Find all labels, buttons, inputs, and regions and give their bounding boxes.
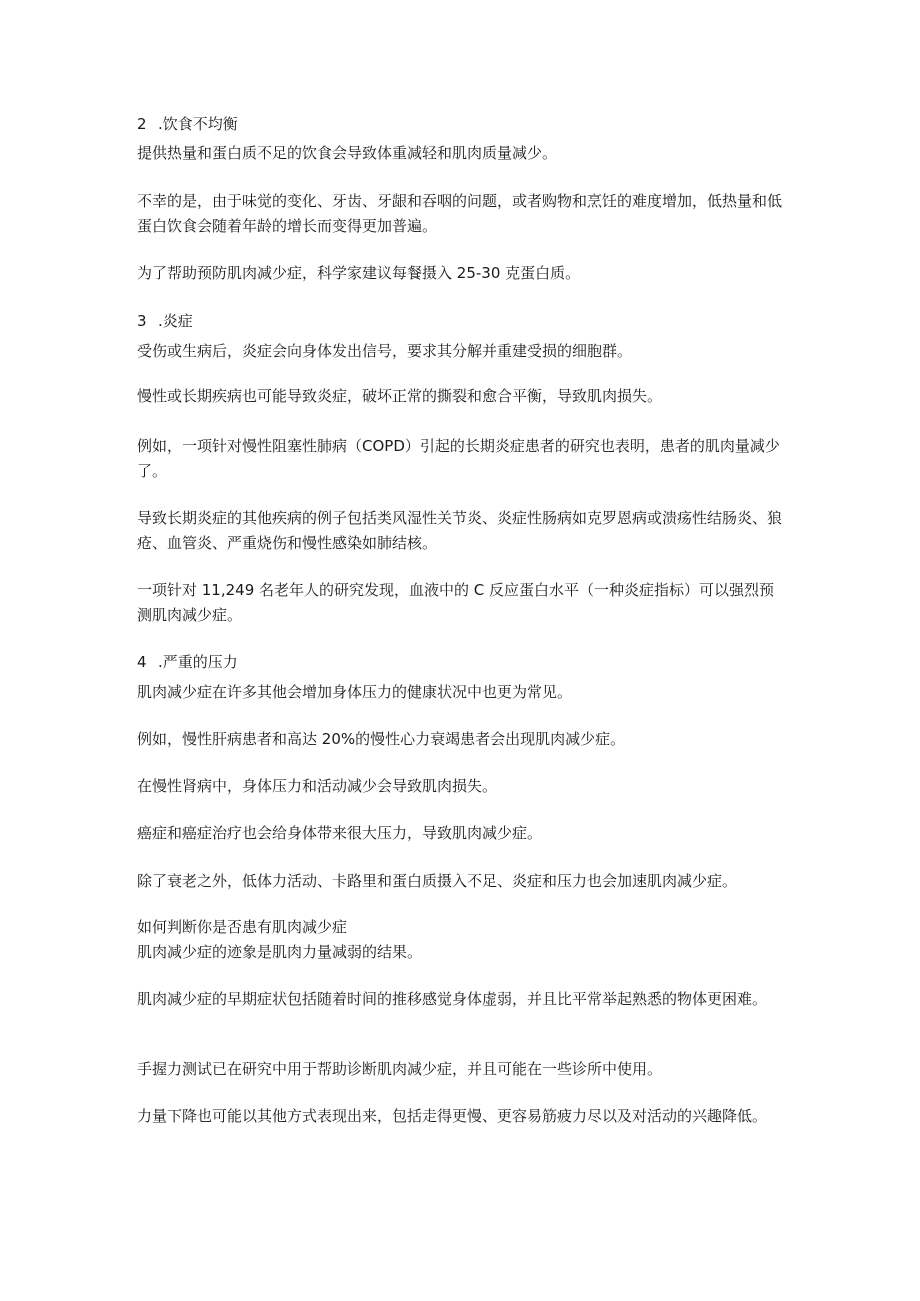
paragraph: 肌肉减少症的迹象是肌肉力量减弱的结果。 — [137, 943, 423, 961]
paragraph: 慢性或长期疾病也可能导致炎症，破坏正常的撕裂和愈合平衡，导致肌肉损失。 — [137, 387, 663, 405]
heading-number: 2 — [137, 115, 147, 133]
paragraph: 手握力测试已在研究中用于帮助诊断肌肉减少症，并且可能在一些诊所中使用。 — [137, 1060, 663, 1078]
paragraph: 肌肉减少症的早期症状包括随着时间的推移感觉身体虚弱，并且比平常举起熟悉的物体更困难。 — [137, 990, 768, 1008]
paragraph: 不幸的是，由于味觉的变化、牙齿、牙龈和吞咽的问题，或者购物和烹饪的难度增加，低热量和低蛋白饮食会随着年龄的增长而变得更加普遍。 — [137, 192, 783, 235]
paragraph: 例如，慢性肝病患者和高达 20%的慢性心力衰竭患者会出现肌肉减少症。 — [137, 730, 626, 748]
section-heading-stress — [137, 650, 787, 675]
paragraph: 为了帮助预防肌肉减少症，科学家建议每餐摄入 25-30 克蛋白质。 — [137, 264, 581, 282]
heading-number: 3 — [137, 312, 147, 330]
paragraph: 在慢性肾病中，身体压力和活动减少会导致肌肉损失。 — [137, 777, 498, 795]
paragraph: 肌肉减少症在许多其他会增加身体压力的健康状况中也更为常见。 — [137, 683, 573, 701]
paragraph: 一项针对 11,249 名老年人的研究发现，血液中的 C 反应蛋白水平（一种炎症指标）可以强烈预测肌肉减少症。 — [137, 581, 775, 624]
section-heading-diet — [137, 112, 787, 137]
paragraph: 提供热量和蛋白质不足的饮食会导致体重减轻和肌肉质量减少。 — [137, 144, 558, 162]
section-heading-inflammation — [137, 309, 787, 334]
section-heading-diagnosis — [137, 915, 787, 940]
paragraph: 除了衰老之外，低体力活动、卡路里和蛋白质摄入不足、炎症和压力也会加速肌肉减少症。 — [137, 872, 738, 890]
paragraph: 癌症和癌症治疗也会给身体带来很大压力，导致肌肉减少症。 — [137, 824, 543, 842]
heading-number: 4 — [137, 653, 147, 671]
heading-text: 如何判断你是否患有肌肉减少症 — [137, 918, 348, 936]
paragraph: 导致长期炎症的其他疾病的例子包括类风湿性关节炎、炎症性肠病如克罗恩病或溃疡性结肠炎、狼疮、血管炎、严重烧伤和慢性感染如肺结核。 — [137, 509, 783, 552]
heading-text: .严重的压力 — [158, 653, 238, 671]
heading-text: .炎症 — [158, 312, 193, 330]
paragraph: 受伤或生病后，炎症会向身体发出信号，要求其分解并重建受损的细胞群。 — [137, 342, 633, 360]
paragraph: 力量下降也可能以其他方式表现出来，包括走得更慢、更容易筋疲力尽以及对活动的兴趣降低。 — [137, 1107, 768, 1125]
paragraph: 例如，一项针对慢性阻塞性肺病（COPD）引起的长期炎症患者的研究也表明，患者的肌肉量减少了。 — [137, 437, 780, 480]
heading-text: .饮食不均衡 — [158, 115, 238, 133]
